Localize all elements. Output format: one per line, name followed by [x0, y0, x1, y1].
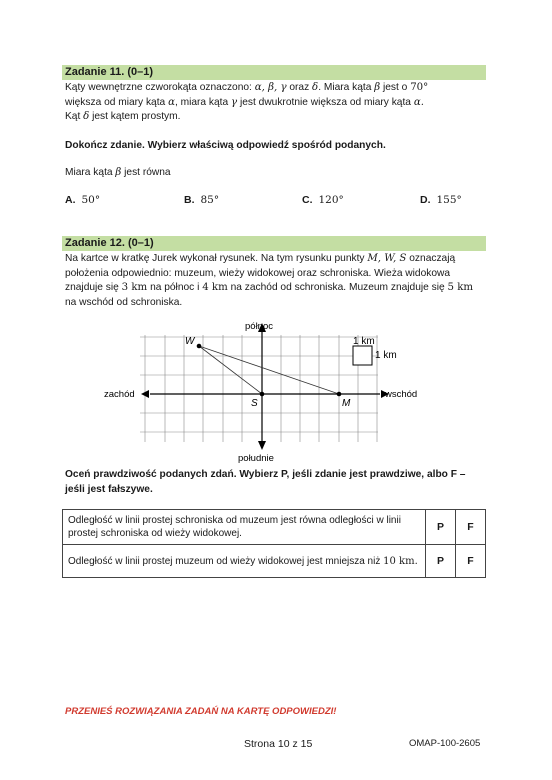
point-symbols: M, W, S	[367, 253, 407, 264]
angle-symbol: β	[115, 167, 122, 178]
number: 10 km.	[383, 555, 418, 567]
text: większa od miary kąta	[65, 96, 166, 108]
text: , miara kąta	[174, 96, 229, 108]
table-row	[63, 510, 486, 545]
angle-symbol: γ	[231, 96, 238, 108]
number: 70°	[410, 82, 429, 93]
number: 5 km	[447, 282, 474, 293]
text: znajduje się	[65, 282, 119, 293]
label-west: zachód	[104, 389, 135, 400]
statement-cell	[63, 545, 426, 578]
instruction-line: jeśli jest fałszywe.	[65, 483, 153, 495]
number: 4 km	[202, 282, 228, 293]
text: . Miara kąta	[318, 82, 372, 93]
text: jest równa	[124, 167, 171, 178]
option-letter: D.	[420, 194, 431, 206]
option-value: 120°	[318, 194, 344, 206]
number: 3 km	[121, 282, 148, 293]
option-letter: C.	[302, 194, 313, 206]
point-w-dot	[197, 344, 202, 349]
option-value: 155°	[436, 194, 462, 206]
task11-title: Zadanie 11. (0–1)	[62, 65, 486, 80]
option-letter: A.	[65, 194, 76, 206]
point-m-dot	[337, 392, 342, 397]
text: Miara kąta	[65, 167, 113, 178]
label-point-w: W	[185, 336, 195, 347]
angle-symbol: δ	[312, 82, 319, 93]
option-value: 85°	[200, 194, 220, 206]
label-east: wschód	[385, 389, 418, 400]
text: Na kartce w kratkę Jurek wykonał rysunek. Na tym rysunku punkty	[65, 253, 365, 264]
option-p-button[interactable]: P	[426, 510, 456, 545]
option-f-button[interactable]: F	[456, 545, 486, 578]
table-row	[63, 545, 486, 578]
option-p-button[interactable]: P	[426, 545, 456, 578]
statement-cell: Odległość w linii prostej schroniska od muzeum jest równa odległości w linii prostej schroniska od wieży widokowej.	[63, 510, 426, 545]
task12-title: Zadanie 12. (0–1)	[62, 236, 486, 251]
page-number: Strona 10 z 15	[244, 738, 313, 750]
task11-instruction: Dokończ zdanie. Wybierz właściwą odpowiedź spośród podanych.	[65, 140, 386, 151]
scale-label-top: 1 km	[353, 336, 375, 347]
label-north: północ	[245, 321, 273, 332]
task12-line4: na wschód od schroniska.	[65, 296, 183, 308]
point-s-dot	[260, 392, 265, 397]
text: jest kątem prostym.	[92, 111, 181, 122]
text: na północ i	[150, 282, 200, 293]
text: Kąty wewnętrzne czworokąta oznaczono:	[65, 82, 252, 93]
instruction-line: Oceń prawdziwość podanych zdań. Wybierz P, jeśli zdanie jest prawdziwe, albo F –	[65, 469, 466, 480]
label-point-m: M	[342, 398, 351, 409]
option-letter: B.	[184, 194, 195, 206]
scale-square	[353, 346, 372, 365]
angle-symbol: α	[168, 96, 175, 108]
statement-text: Odległość w linii prostej muzeum od wieży widokowej jest mniejsza niż	[68, 555, 381, 567]
text: Kąt	[65, 111, 81, 122]
text: na zachód od schroniska. Muzeum znajduje się	[230, 282, 445, 293]
task12-instruction	[65, 468, 485, 497]
triangle-wsm	[199, 346, 339, 394]
label-point-s: S	[251, 398, 258, 409]
exam-code: OMAP-100-2605	[409, 738, 481, 749]
angle-symbol: δ	[83, 111, 90, 122]
axes	[150, 330, 380, 444]
grid	[140, 335, 378, 442]
option-value: 50°	[81, 194, 101, 206]
transfer-answers-notice: PRZENIEŚ ROZWIĄZANIA ZADAŃ NA KARTĘ ODPOWIEDZI!	[65, 706, 337, 717]
angle-symbol: α.	[413, 96, 424, 108]
true-false-table	[62, 509, 486, 578]
angle-symbols: α, β, γ	[254, 82, 287, 93]
text: jest dwukrotnie większa od miary kąta	[239, 96, 411, 108]
arrow-south-icon	[258, 441, 266, 450]
task12-line2: położenia odpowiednio: muzeum, wieży widokowej oraz schroniska. Wieża widokowa	[65, 267, 451, 279]
option-f-button[interactable]: F	[456, 510, 486, 545]
text: oraz	[289, 82, 310, 93]
angle-symbol: β	[374, 82, 381, 93]
text: oznaczają	[409, 253, 456, 264]
scale-label-side: 1 km	[375, 350, 397, 361]
text: jest o	[383, 82, 408, 93]
label-south: południe	[238, 453, 274, 464]
